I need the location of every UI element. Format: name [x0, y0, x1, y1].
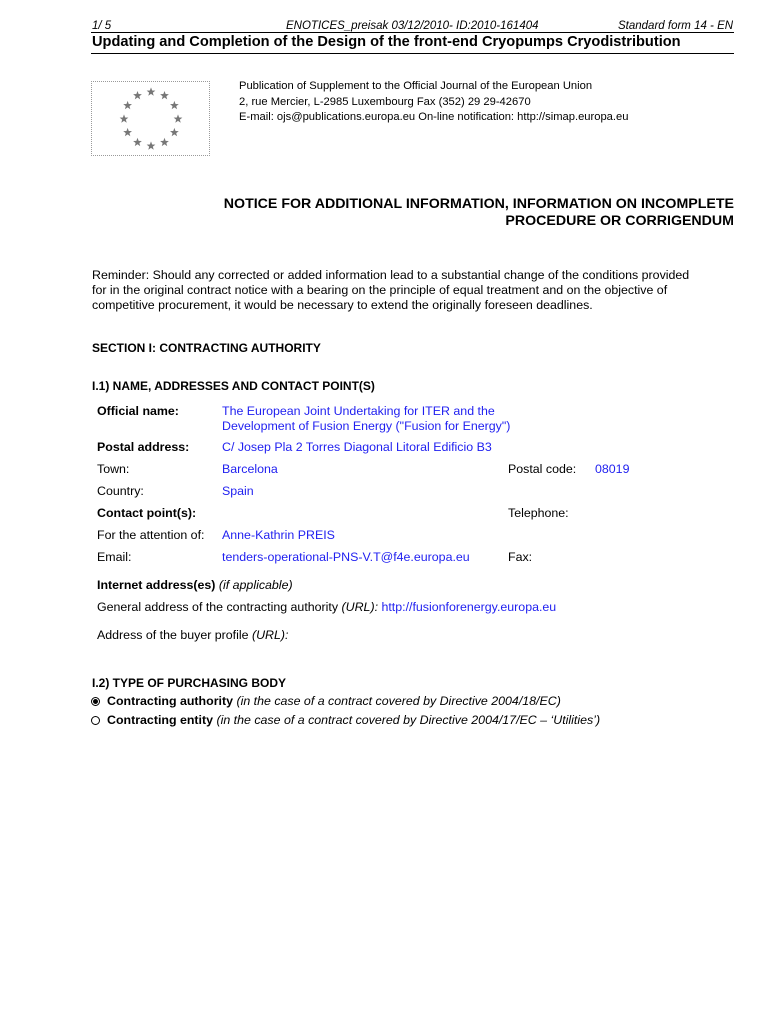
flag-star-icon [120, 114, 129, 122]
section-heading: SECTION I: CONTRACTING AUTHORITY [92, 341, 321, 355]
contracting-entity-option [107, 713, 600, 728]
contracting-entity-note: (in the case of a contract covered by Directive 2004/17/EC – ‘Utilities’) [216, 713, 601, 727]
flag-star-icon [133, 138, 142, 146]
official-name-label: Official name: [97, 404, 179, 418]
publication-line-2: 2, rue Mercier, L-2985 Luxembourg Fax (352) 29 29-42670 [239, 95, 531, 108]
publication-line-1: Publication of Supplement to the Official Journal of the European Union [239, 80, 593, 92]
buyer-url-label: (URL): [251, 628, 289, 642]
country-label: Country: [97, 484, 144, 498]
flag-star-icon [147, 87, 156, 95]
contracting-authority-label: Contracting authority [107, 694, 233, 708]
title-rule [91, 53, 734, 54]
official-name-line-2: Development of Fusion Energy ("Fusion for Energy") [222, 419, 511, 433]
header-rule [91, 32, 734, 33]
form-label: Standard form 14 - EN [618, 20, 734, 32]
telephone-label: Telephone: [508, 506, 569, 520]
email-link[interactable]: tenders-operational-PNS-V.T@f4e.europa.eu [222, 550, 470, 564]
if-applicable-note: (if applicable) [218, 578, 293, 592]
publication-info [239, 79, 628, 126]
document-title: Updating and Completion of the Design of the front-end Cryopumps Cryodistribution [92, 34, 681, 50]
contracting-entity-label: Contracting entity [107, 713, 214, 727]
page-number: 1/ 5 [92, 20, 112, 32]
eu-flag-icon [92, 82, 209, 155]
flag-star-icon [174, 114, 183, 122]
attention-value: Anne-Kathrin PREIS [222, 528, 335, 542]
radio-unselected-icon[interactable] [91, 716, 100, 725]
country-value: Spain [222, 484, 254, 498]
flag-star-icon [123, 101, 132, 109]
fax-label: Fax: [508, 550, 533, 564]
postal-address-label: Postal address: [97, 440, 190, 454]
radio-selected-icon[interactable] [91, 697, 100, 706]
notice-heading-line-1: NOTICE FOR ADDITIONAL INFORMATION, INFORMATION ON INCOMPLETE [223, 196, 734, 212]
reminder-line-2: for in the original contract notice with a bearing on the principle of equal treatment and on the objective of [92, 283, 668, 297]
general-url-label: (URL): [341, 600, 379, 614]
radio-dot [93, 699, 98, 704]
town-label: Town: [97, 462, 130, 476]
internet-address-label: Internet address(es) [97, 578, 216, 592]
flag-star-icon [170, 101, 179, 109]
contracting-authority-option [107, 694, 561, 709]
email-label: Email: [97, 550, 132, 564]
flag-star-icon [133, 91, 142, 99]
flag-star-icon [160, 91, 169, 99]
attention-label: For the attention of: [97, 528, 205, 542]
flag-star-icon [160, 138, 169, 146]
buyer-profile-label: Address of the buyer profile [97, 628, 249, 642]
subsection-heading: I.1) NAME, ADDRESSES AND CONTACT POINT(S) [92, 379, 375, 393]
flag-star-icon [147, 141, 156, 149]
document-id: ENOTICES_preisak 03/12/2010- ID:2010-161404 [286, 20, 539, 32]
reminder-line-1: Reminder: Should any corrected or added information lead to a substantial change of the conditions provided [92, 268, 690, 282]
general-address-label: General address of the contracting authority [97, 600, 339, 614]
flag-star-icon [170, 128, 179, 136]
notice-heading-line-2: PROCEDURE OR CORRIGENDUM [505, 213, 734, 229]
town-value: Barcelona [222, 462, 278, 476]
postal-address-value: C/ Josep Pla 2 Torres Diagonal Litoral Edificio B3 [222, 440, 492, 454]
buyer-profile-row [97, 628, 288, 643]
official-name-line-1: The European Joint Undertaking for ITER and the [222, 404, 495, 418]
contracting-authority-note: (in the case of a contract covered by Directive 2004/18/EC) [236, 694, 561, 708]
postal-code-value: 08019 [595, 462, 630, 476]
internet-address-row [97, 578, 293, 593]
postal-code-label: Postal code: [508, 462, 577, 476]
general-url-link[interactable]: http://fusionforenergy.europa.eu [381, 600, 557, 614]
general-address-row [97, 600, 556, 615]
contact-points-label: Contact point(s): [97, 506, 197, 520]
purchasing-body-heading: I.2) TYPE OF PURCHASING BODY [92, 676, 287, 690]
publication-line-3: E-mail: ojs@publications.europa.eu On-line notification: http://simap.europa.eu [239, 111, 629, 123]
reminder-line-3: competitive procurement, it would be necessary to extend the originally foreseen deadlines. [92, 298, 593, 312]
flag-star-icon [123, 128, 132, 136]
eu-flag [91, 81, 210, 156]
